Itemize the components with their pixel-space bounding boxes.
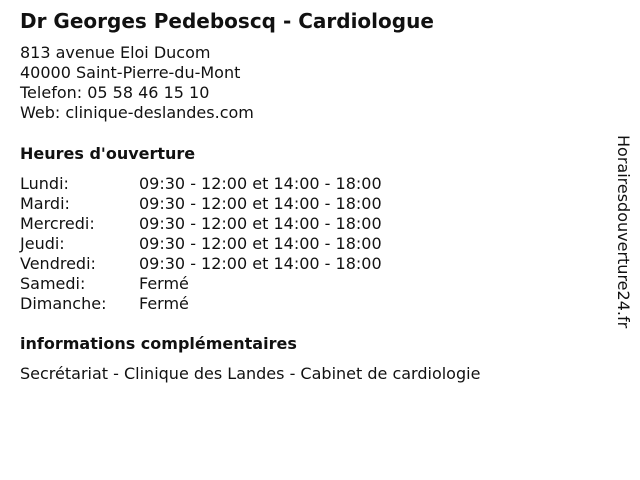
hours-row-thursday xyxy=(20,234,382,254)
website: Web: clinique-deslandes.com xyxy=(20,103,254,122)
hours-row-sunday xyxy=(20,294,382,314)
day-label: Lundi: xyxy=(20,174,69,193)
address-block xyxy=(20,43,254,123)
day-label: Samedi: xyxy=(20,274,86,293)
day-label: Jeudi: xyxy=(20,234,65,253)
hours-heading: Heures d'ouverture xyxy=(20,144,196,163)
hours-row-wednesday xyxy=(20,214,382,234)
hours-table xyxy=(20,174,382,314)
info-heading: informations complémentaires xyxy=(20,334,297,353)
hours-row-monday xyxy=(20,174,382,194)
day-label: Dimanche: xyxy=(20,294,107,313)
day-label: Mardi: xyxy=(20,194,70,213)
phone-number: Telefon: 05 58 46 15 10 xyxy=(20,83,210,102)
day-label: Vendredi: xyxy=(20,254,96,273)
watermark: Horairesdouverture24.fr xyxy=(614,135,633,329)
hours-row-friday xyxy=(20,254,382,274)
time-value: 09:30 - 12:00 et 14:00 - 18:00 xyxy=(139,214,382,233)
hours-row-saturday xyxy=(20,274,382,294)
time-value: Fermé xyxy=(139,294,189,313)
info-text: Secrétariat - Clinique des Landes - Cabinet de cardiologie xyxy=(20,364,481,383)
time-value: 09:30 - 12:00 et 14:00 - 18:00 xyxy=(139,174,382,193)
hours-row-tuesday xyxy=(20,194,382,214)
time-value: 09:30 - 12:00 et 14:00 - 18:00 xyxy=(139,234,382,253)
street-address: 813 avenue Eloi Ducom xyxy=(20,43,211,62)
day-label: Mercredi: xyxy=(20,214,95,233)
time-value: 09:30 - 12:00 et 14:00 - 18:00 xyxy=(139,194,382,213)
page-title: Dr Georges Pedeboscq - Cardiologue xyxy=(20,9,434,33)
time-value: 09:30 - 12:00 et 14:00 - 18:00 xyxy=(139,254,382,273)
time-value: Fermé xyxy=(139,274,189,293)
city-address: 40000 Saint-Pierre-du-Mont xyxy=(20,63,241,82)
